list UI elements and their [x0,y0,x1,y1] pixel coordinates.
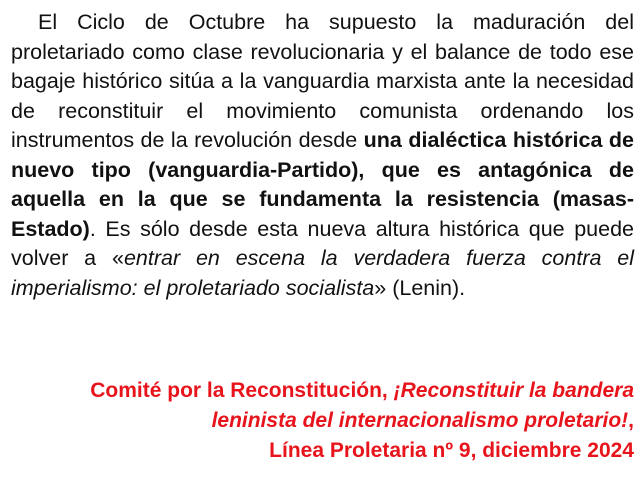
citation [4,376,634,466]
citation-author: Comité por la Reconstitución, [90,379,394,402]
citation-source: Línea Proletaria nº 9, diciembre 2024 [269,439,634,462]
quote-paragraph [11,8,634,303]
quote-text-2: . Es sólo desde esta nueva altura histórica que puede volver a « [11,216,634,270]
citation-comma: , [628,409,634,432]
quote-italic-text: entrar en escena la verdadera fuerza contra el imperialismo: el proletariado socialista [11,246,635,300]
citation-title: ¡Reconstituir la bandera leninista del internacionalismo proletario! [211,379,634,432]
quote-text-3: » (Lenin). [374,275,466,300]
quote-text-1: El Ciclo de Octubre ha supuesto la maduración del proletariado como clase revolucionaria y el balance de todo ese bagaje histórico sitúa a la vanguardia marxista ante la necesidad de reconstituir el movimiento comunista ordenando los instrumentos de la revolución desde [11,10,634,152]
quote-bold-text: una dialéctica histórica de nuevo tipo (vanguardia-Partido), que es antagónica de aquella en la que se fundamenta la resistencia (masas-Estado) [11,128,634,241]
